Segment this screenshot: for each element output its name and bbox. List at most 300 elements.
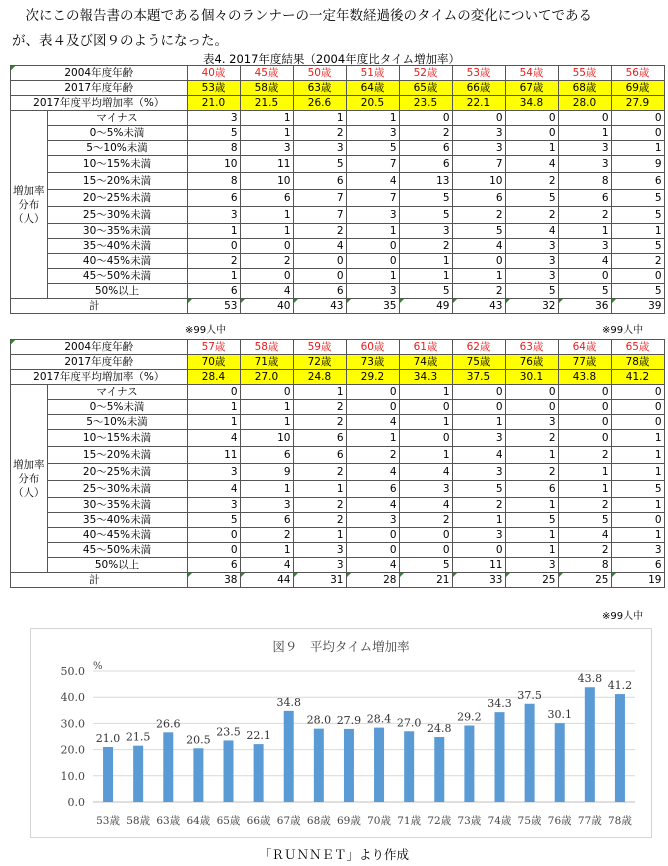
- data-label: 34.8: [276, 695, 301, 709]
- distribution-count-cell: 5: [293, 156, 346, 173]
- distribution-range-label: 25～30%未満: [47, 481, 187, 498]
- average-increase-cell: 34.3: [399, 370, 452, 385]
- distribution-count-cell: 1: [187, 224, 240, 239]
- distribution-count-cell: 0: [452, 400, 505, 415]
- distribution-count-cell: 0: [240, 239, 293, 254]
- distribution-count-cell: 0: [611, 385, 664, 400]
- distribution-count-cell: 1: [346, 224, 399, 239]
- age-2004-cell: 58歳: [240, 340, 293, 355]
- distribution-count-cell: 2: [293, 126, 346, 141]
- data-label: 27.9: [336, 713, 362, 727]
- average-increase-cell: 23.5: [399, 96, 452, 111]
- distribution-count-cell: 0: [558, 430, 611, 447]
- distribution-row: [11, 224, 665, 239]
- distribution-count-cell: 0: [187, 528, 240, 543]
- distribution-count-cell: 6: [611, 173, 664, 190]
- distribution-count-cell: 3: [187, 111, 240, 126]
- average-increase-cell: 28.4: [187, 370, 240, 385]
- distribution-count-cell: 3: [187, 498, 240, 513]
- data-label: 30.1: [547, 708, 572, 722]
- x-tick-label: 77歳: [577, 815, 602, 827]
- distribution-count-cell: 5: [399, 190, 452, 207]
- distribution-count-cell: 1: [293, 385, 346, 400]
- average-increase-cell: 22.1: [452, 96, 505, 111]
- distribution-count-cell: 4: [187, 481, 240, 498]
- distribution-count-cell: 5: [558, 513, 611, 528]
- distribution-count-cell: 3: [240, 141, 293, 156]
- distribution-row: [11, 558, 665, 573]
- age-2017-cell: 67歳: [505, 81, 558, 96]
- table2-note-right: ※99人中: [602, 611, 644, 622]
- age-2017-cell: 72歳: [293, 355, 346, 370]
- distribution-count-cell: 4: [505, 156, 558, 173]
- distribution-count-cell: 2: [452, 207, 505, 224]
- distribution-range-label: 15～20%未満: [47, 173, 187, 190]
- distribution-count-cell: 2: [505, 430, 558, 447]
- distribution-count-cell: 2: [293, 400, 346, 415]
- distribution-count-cell: 0: [452, 254, 505, 269]
- distribution-count-cell: 0: [293, 254, 346, 269]
- distribution-count-cell: 1: [505, 447, 558, 464]
- distribution-count-cell: 8: [187, 173, 240, 190]
- distribution-count-cell: 1: [187, 269, 240, 284]
- distribution-range-label: 45～50%未満: [47, 543, 187, 558]
- distribution-count-cell: 0: [611, 400, 664, 415]
- x-tick-label: 74歳: [487, 815, 512, 827]
- distribution-row: [11, 190, 665, 207]
- distribution-count-cell: 0: [611, 415, 664, 430]
- distribution-count-cell: 0: [505, 400, 558, 415]
- distribution-count-cell: 0: [346, 400, 399, 415]
- data-label: 24.8: [427, 722, 452, 736]
- distribution-count-cell: 1: [505, 498, 558, 513]
- distribution-count-cell: 2: [346, 447, 399, 464]
- y-tick-label: 20.0: [60, 743, 85, 757]
- distribution-count-cell: 2: [240, 528, 293, 543]
- distribution-range-label: 50%以上: [47, 284, 187, 299]
- data-label: 21.5: [125, 730, 151, 744]
- row-age-2017-label: 2017年度年齢: [11, 81, 188, 96]
- average-increase-cell: 27.9: [611, 96, 664, 111]
- bar: [434, 737, 444, 802]
- data-label: 37.5: [517, 688, 542, 702]
- data-label: 20.5: [186, 733, 211, 747]
- distribution-count-cell: 11: [452, 558, 505, 573]
- distribution-count-cell: 2: [611, 254, 664, 269]
- distribution-count-cell: 2: [293, 513, 346, 528]
- distribution-count-cell: 3: [505, 415, 558, 430]
- distribution-count-cell: 3: [452, 528, 505, 543]
- row-age-2004-label: 2004年度年齢: [11, 66, 188, 81]
- distribution-count-cell: 7: [346, 190, 399, 207]
- distribution-count-cell: 1: [346, 111, 399, 126]
- bar: [133, 746, 143, 802]
- distribution-count-cell: 6: [293, 447, 346, 464]
- distribution-count-cell: 3: [558, 156, 611, 173]
- distribution-count-cell: 1: [293, 111, 346, 126]
- distribution-count-cell: 2: [505, 207, 558, 224]
- distribution-count-cell: 0: [558, 269, 611, 284]
- distribution-count-cell: 0: [187, 239, 240, 254]
- distribution-range-label: 0～5%未満: [47, 126, 187, 141]
- distribution-count-cell: 1: [611, 447, 664, 464]
- age-2004-cell: 62歳: [452, 340, 505, 355]
- row-average-increase: [11, 370, 665, 385]
- distribution-count-cell: 1: [452, 415, 505, 430]
- x-tick-label: 53歳: [96, 815, 120, 827]
- distribution-count-cell: 2: [452, 284, 505, 299]
- distribution-range-label: 25～30%未満: [47, 207, 187, 224]
- total-cell: 43: [293, 299, 346, 314]
- distribution-count-cell: 5: [611, 190, 664, 207]
- distribution-count-cell: 6: [346, 481, 399, 498]
- x-tick-label: 58歳: [126, 815, 151, 827]
- age-2017-cell: 73歳: [346, 355, 399, 370]
- data-label: 22.1: [246, 729, 271, 743]
- distribution-count-cell: 0: [346, 239, 399, 254]
- intro-line-2: が、表４及び図９のようになった。: [12, 33, 228, 49]
- distribution-count-cell: 6: [293, 173, 346, 190]
- distribution-count-cell: 3: [452, 141, 505, 156]
- total-cell: 31: [293, 573, 346, 588]
- distribution-count-cell: 2: [293, 498, 346, 513]
- bar-chart: [31, 629, 651, 837]
- distribution-count-cell: 3: [399, 481, 452, 498]
- distribution-count-cell: 0: [399, 430, 452, 447]
- distribution-count-cell: 10: [240, 173, 293, 190]
- distribution-count-cell: 0: [346, 528, 399, 543]
- distribution-count-cell: 0: [558, 111, 611, 126]
- distribution-count-cell: 2: [399, 513, 452, 528]
- distribution-count-cell: 0: [187, 385, 240, 400]
- distribution-range-label: 20～25%未満: [47, 190, 187, 207]
- average-increase-cell: 27.0: [240, 370, 293, 385]
- age-2004-cell: 64歳: [558, 340, 611, 355]
- distribution-count-cell: 4: [558, 528, 611, 543]
- distribution-count-cell: 6: [505, 481, 558, 498]
- age-2004-cell: 60歳: [346, 340, 399, 355]
- distribution-count-cell: 4: [452, 447, 505, 464]
- distribution-count-cell: 10: [240, 430, 293, 447]
- row-age-2017-label: 2017年度年齢: [11, 355, 188, 370]
- distribution-count-cell: 0: [399, 400, 452, 415]
- distribution-count-cell: 1: [558, 224, 611, 239]
- x-tick-label: 66歳: [246, 815, 271, 827]
- distribution-range-label: 45～50%未満: [47, 269, 187, 284]
- distribution-count-cell: 0: [187, 543, 240, 558]
- distribution-count-cell: 2: [452, 498, 505, 513]
- distribution-range-label: 5～10%未満: [47, 415, 187, 430]
- total-cell: 35: [346, 299, 399, 314]
- age-2017-cell: 58歳: [240, 81, 293, 96]
- total-cell: 25: [558, 573, 611, 588]
- distribution-group-label: 増加率分布（人）: [11, 111, 48, 299]
- distribution-count-cell: 2: [558, 207, 611, 224]
- bar: [193, 748, 203, 802]
- distribution-row: [11, 464, 665, 481]
- y-tick-label: 30.0: [60, 717, 85, 731]
- results-table-1: [10, 65, 665, 314]
- intro-line-1: 次にこの報告書の本題である個々のランナーの一定年数経過後のタイムの変化についてである: [25, 8, 592, 24]
- distribution-count-cell: 3: [452, 464, 505, 481]
- distribution-count-cell: 1: [505, 528, 558, 543]
- average-increase-cell: 41.2: [611, 370, 664, 385]
- distribution-count-cell: 3: [452, 126, 505, 141]
- row-average-increase: [11, 96, 665, 111]
- distribution-range-label: 20～25%未満: [47, 464, 187, 481]
- age-2017-cell: 77歳: [558, 355, 611, 370]
- distribution-count-cell: 4: [346, 415, 399, 430]
- age-2004-cell: 53歳: [452, 66, 505, 81]
- distribution-count-cell: 1: [240, 126, 293, 141]
- total-cell: 32: [505, 299, 558, 314]
- distribution-count-cell: 4: [346, 173, 399, 190]
- distribution-count-cell: 1: [505, 141, 558, 156]
- average-increase-cell: 28.0: [558, 96, 611, 111]
- y-axis-unit-label: %: [93, 661, 103, 672]
- distribution-count-cell: 9: [240, 464, 293, 481]
- age-2004-cell: 56歳: [611, 66, 664, 81]
- bar: [374, 728, 384, 802]
- bar: [404, 731, 414, 802]
- average-increase-cell: 26.6: [293, 96, 346, 111]
- distribution-count-cell: 2: [399, 126, 452, 141]
- average-increase-cell: 20.5: [346, 96, 399, 111]
- distribution-count-cell: 1: [399, 254, 452, 269]
- total-cell: 40: [240, 299, 293, 314]
- distribution-count-cell: 0: [611, 513, 664, 528]
- distribution-count-cell: 1: [611, 224, 664, 239]
- average-increase-cell: 34.8: [505, 96, 558, 111]
- distribution-count-cell: 3: [611, 543, 664, 558]
- distribution-count-cell: 1: [293, 481, 346, 498]
- distribution-count-cell: 7: [293, 207, 346, 224]
- age-2017-cell: 65歳: [399, 81, 452, 96]
- distribution-row: [11, 269, 665, 284]
- distribution-count-cell: 5: [611, 239, 664, 254]
- distribution-count-cell: 7: [452, 156, 505, 173]
- distribution-count-cell: 4: [399, 498, 452, 513]
- total-label: 計: [11, 299, 188, 314]
- distribution-count-cell: 5: [452, 481, 505, 498]
- distribution-row: [11, 447, 665, 464]
- y-tick-label: 50.0: [60, 665, 85, 678]
- age-2004-cell: 57歳: [187, 340, 240, 355]
- age-2004-cell: 65歳: [611, 340, 664, 355]
- distribution-count-cell: 0: [558, 385, 611, 400]
- distribution-count-cell: 5: [346, 141, 399, 156]
- distribution-count-cell: 1: [611, 528, 664, 543]
- distribution-count-cell: 4: [346, 558, 399, 573]
- distribution-count-cell: 4: [240, 284, 293, 299]
- bar: [163, 732, 173, 802]
- distribution-count-cell: 5: [505, 513, 558, 528]
- total-cell: 19: [611, 573, 664, 588]
- average-increase-cell: 30.1: [505, 370, 558, 385]
- distribution-count-cell: 4: [240, 558, 293, 573]
- distribution-count-cell: 1: [611, 498, 664, 513]
- age-2017-cell: 78歳: [611, 355, 664, 370]
- distribution-count-cell: 3: [558, 239, 611, 254]
- y-tick-label: 40.0: [60, 691, 85, 705]
- total-cell: 36: [558, 299, 611, 314]
- average-increase-cell: 21.0: [187, 96, 240, 111]
- distribution-count-cell: 3: [293, 558, 346, 573]
- distribution-count-cell: 3: [346, 513, 399, 528]
- distribution-count-cell: 3: [346, 284, 399, 299]
- x-tick-label: 65歳: [216, 815, 241, 827]
- distribution-count-cell: 2: [558, 543, 611, 558]
- age-2017-cell: 53歳: [187, 81, 240, 96]
- average-increase-cell: 29.2: [346, 370, 399, 385]
- distribution-count-cell: 1: [399, 269, 452, 284]
- distribution-count-cell: 1: [240, 543, 293, 558]
- data-label: 27.0: [396, 716, 422, 730]
- distribution-range-label: 35～40%未満: [47, 513, 187, 528]
- distribution-count-cell: 6: [452, 190, 505, 207]
- age-2004-cell: 50歳: [293, 66, 346, 81]
- x-tick-label: 69歳: [337, 815, 361, 827]
- age-2004-cell: 45歳: [240, 66, 293, 81]
- distribution-count-cell: 4: [187, 430, 240, 447]
- total-cell: 28: [346, 573, 399, 588]
- distribution-count-cell: 7: [293, 190, 346, 207]
- distribution-count-cell: 3: [240, 498, 293, 513]
- distribution-count-cell: 3: [505, 269, 558, 284]
- total-cell: 38: [187, 573, 240, 588]
- average-increase-cell: 21.5: [240, 96, 293, 111]
- row-average-increase-label: 2017年度平均増加率（%）: [11, 96, 188, 111]
- bar: [344, 729, 354, 802]
- distribution-count-cell: 0: [611, 111, 664, 126]
- distribution-count-cell: 1: [611, 430, 664, 447]
- distribution-count-cell: 5: [399, 558, 452, 573]
- age-2017-cell: 64歳: [346, 81, 399, 96]
- distribution-count-cell: 2: [505, 464, 558, 481]
- total-row: [11, 299, 665, 314]
- row-age-2017: [11, 355, 665, 370]
- x-tick-label: 72歳: [427, 815, 452, 827]
- distribution-count-cell: 4: [346, 498, 399, 513]
- distribution-count-cell: 6: [187, 284, 240, 299]
- distribution-count-cell: 1: [611, 141, 664, 156]
- distribution-count-cell: 0: [240, 269, 293, 284]
- distribution-range-label: 0～5%未満: [47, 400, 187, 415]
- distribution-count-cell: 2: [558, 498, 611, 513]
- distribution-count-cell: 4: [558, 254, 611, 269]
- age-2004-cell: 55歳: [558, 66, 611, 81]
- distribution-count-cell: 4: [399, 464, 452, 481]
- table-caption: 表4. 2017年度結果（2004年度比タイム増加率）: [203, 52, 460, 66]
- x-tick-label: 70歳: [367, 815, 391, 827]
- distribution-count-cell: 2: [187, 254, 240, 269]
- distribution-count-cell: 10: [452, 173, 505, 190]
- age-2017-cell: 75歳: [452, 355, 505, 370]
- x-tick-label: 64歳: [186, 815, 211, 827]
- distribution-row: [11, 254, 665, 269]
- distribution-count-cell: 0: [452, 385, 505, 400]
- data-label: 23.5: [216, 725, 241, 739]
- distribution-count-cell: 10: [187, 156, 240, 173]
- distribution-count-cell: 6: [187, 190, 240, 207]
- distribution-count-cell: 5: [611, 207, 664, 224]
- age-2017-cell: 69歳: [611, 81, 664, 96]
- distribution-count-cell: 3: [452, 430, 505, 447]
- bar: [254, 744, 264, 802]
- distribution-count-cell: 7: [346, 156, 399, 173]
- distribution-row: [11, 111, 665, 126]
- row-age-2004: [11, 340, 665, 355]
- distribution-row: [11, 513, 665, 528]
- distribution-count-cell: 3: [293, 543, 346, 558]
- data-label: 29.2: [457, 710, 482, 724]
- distribution-count-cell: 6: [611, 558, 664, 573]
- distribution-count-cell: 1: [346, 269, 399, 284]
- distribution-count-cell: 2: [293, 224, 346, 239]
- distribution-count-cell: 11: [240, 156, 293, 173]
- data-label: 28.0: [306, 713, 332, 727]
- distribution-count-cell: 0: [505, 111, 558, 126]
- source-caption: 「ＲＵＮＮＥＴ」より作成: [258, 847, 409, 862]
- age-2017-cell: 76歳: [505, 355, 558, 370]
- age-2004-cell: 52歳: [399, 66, 452, 81]
- distribution-count-cell: 6: [187, 558, 240, 573]
- distribution-count-cell: 9: [611, 156, 664, 173]
- distribution-count-cell: 1: [399, 415, 452, 430]
- age-2017-cell: 63歳: [293, 81, 346, 96]
- bar: [495, 712, 505, 802]
- distribution-group-label: 増加率分布（人）: [11, 385, 48, 573]
- age-2004-cell: 54歳: [505, 66, 558, 81]
- x-tick-label: 76歳: [547, 815, 572, 827]
- distribution-count-cell: 2: [293, 464, 346, 481]
- bar: [525, 704, 535, 802]
- bar: [103, 747, 113, 802]
- distribution-count-cell: 0: [346, 254, 399, 269]
- chart-frame: [30, 628, 652, 838]
- distribution-count-cell: 5: [452, 224, 505, 239]
- distribution-count-cell: 8: [558, 173, 611, 190]
- distribution-count-cell: 1: [399, 385, 452, 400]
- bar: [615, 694, 625, 802]
- distribution-count-cell: 3: [399, 224, 452, 239]
- distribution-count-cell: 5: [611, 284, 664, 299]
- distribution-count-cell: 3: [346, 207, 399, 224]
- age-2004-cell: 63歳: [505, 340, 558, 355]
- distribution-count-cell: 6: [399, 141, 452, 156]
- age-2017-cell: 68歳: [558, 81, 611, 96]
- data-label: 21.0: [95, 731, 121, 745]
- distribution-count-cell: 3: [505, 254, 558, 269]
- distribution-count-cell: 5: [505, 284, 558, 299]
- distribution-count-cell: 0: [293, 269, 346, 284]
- age-2004-cell: 40歳: [187, 66, 240, 81]
- distribution-count-cell: 3: [558, 141, 611, 156]
- distribution-count-cell: 2: [399, 239, 452, 254]
- distribution-count-cell: 5: [558, 284, 611, 299]
- x-tick-label: 67歳: [276, 815, 301, 827]
- total-label: 計: [11, 573, 188, 588]
- chart-title: 図９ 平均タイム増加率: [272, 639, 410, 654]
- total-row: [11, 573, 665, 588]
- total-cell: 43: [452, 299, 505, 314]
- distribution-count-cell: 6: [558, 190, 611, 207]
- distribution-count-cell: 4: [346, 464, 399, 481]
- data-label: 26.6: [156, 717, 181, 731]
- data-label: 41.2: [607, 679, 633, 693]
- distribution-count-cell: 3: [187, 207, 240, 224]
- row-age-2017: [11, 81, 665, 96]
